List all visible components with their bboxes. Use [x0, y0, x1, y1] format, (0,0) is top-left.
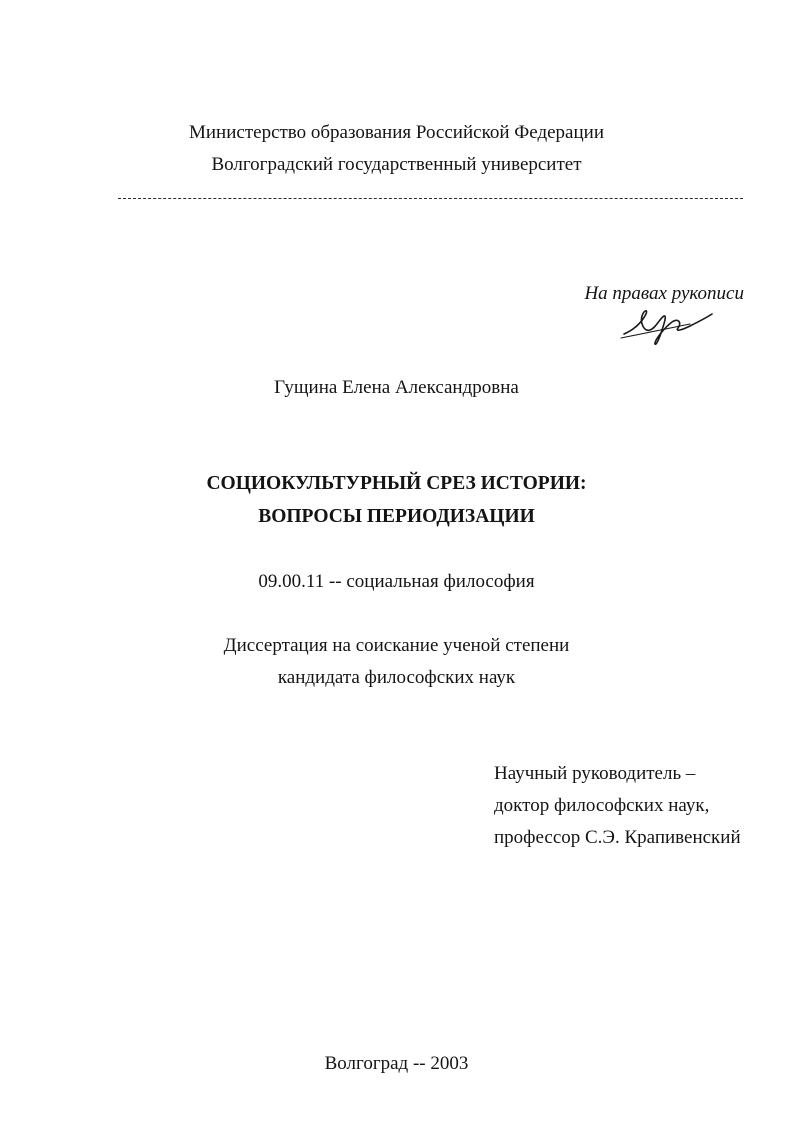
thesis-title-line-2: ВОПРОСЫ ПЕРИОДИЗАЦИИ	[258, 506, 535, 527]
supervisor-line-3: профессор С.Э. Крапивенский	[494, 827, 741, 848]
header-divider	[118, 198, 743, 199]
supervisor-line-2: доктор философских наук,	[494, 795, 710, 816]
signature-mark	[620, 304, 715, 348]
degree-line-2: кандидата философских наук	[277, 667, 516, 688]
thesis-title-line-1: СОЦИОКУЛЬТУРНЫЙ СРЕЗ ИСТОРИИ:	[206, 473, 587, 494]
supervisor-line-1: Научный руководитель –	[494, 763, 696, 784]
degree-line-1: Диссертация на соискание ученой степени	[223, 635, 570, 656]
specialty-code: 09.00.11 -- социальная философия	[258, 571, 535, 592]
manuscript-note: На правах рукописи	[584, 283, 744, 304]
city-year: Волгоград -- 2003	[324, 1053, 469, 1074]
ministry-title: Министерство образования Российской Федерации	[189, 122, 604, 143]
university-title: Волгоградский государственный университет	[211, 154, 582, 175]
author-name: Гущина Елена Александровна	[274, 377, 519, 398]
